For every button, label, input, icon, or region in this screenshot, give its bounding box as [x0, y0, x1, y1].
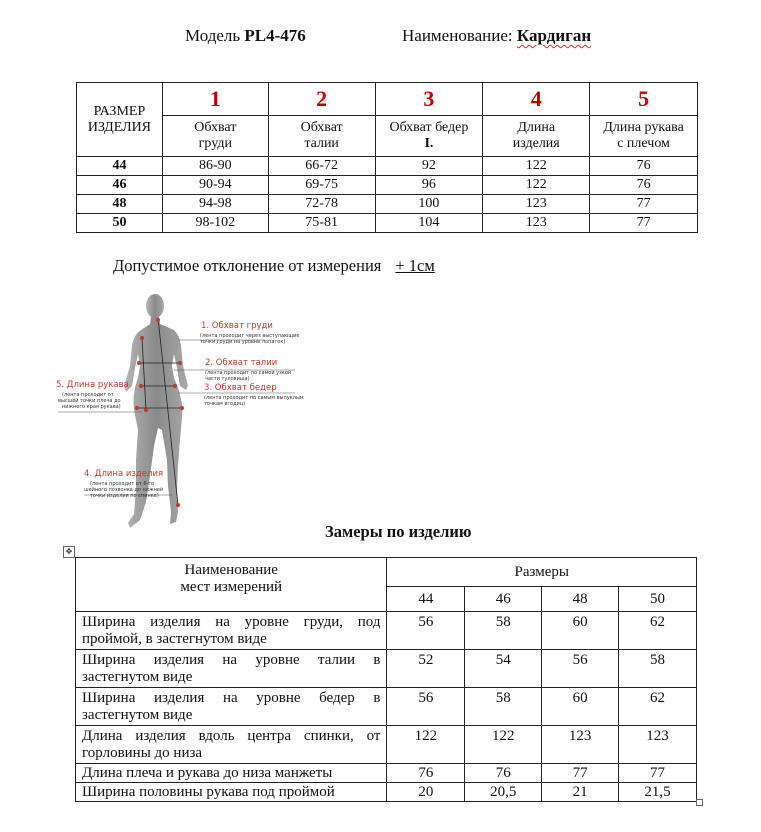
table-row: 44 86-90 66-72 92 122 76: [77, 157, 698, 176]
measurements-title: Замеры по изделию: [325, 522, 472, 541]
svg-text:высшей точки плеча до: высшей точки плеча до: [58, 398, 121, 404]
table-row: Ширина изделия на уровне груди, под проймой, в застегнутом виде 56 58 60 62: [76, 612, 697, 650]
col-label: Обхват бедер I.: [375, 116, 483, 157]
table-row: Ширина изделия на уровне бедер в застегнутом виде 56 58 60 62: [76, 688, 697, 726]
svg-text:шейного позвонка до нижней: шейного позвонка до нижней: [84, 487, 164, 493]
name-line: [402, 26, 591, 46]
model-label: Модель: [185, 26, 245, 45]
svg-text:(лента проходит от 6-го: (лента проходит от 6-го: [90, 481, 155, 487]
label-5-title: 5. Длина рукава: [56, 380, 129, 390]
size-table: [76, 82, 698, 233]
tolerance-text: Допустимое отклонение от измерения: [113, 256, 382, 275]
name-value: Кардиган: [516, 26, 592, 45]
table-row: Ширина половины рукава под проймой 20 20,5 21 21,5: [76, 783, 697, 802]
tolerance-line: [113, 256, 435, 276]
model-line: [185, 26, 306, 46]
svg-text:точки изделия по спинке): точки изделия по спинке): [90, 493, 159, 499]
table-row: Длина изделия вдоль центра спинки, от горловины до низа 122 122 123 123: [76, 726, 697, 764]
col-num: 4: [483, 83, 590, 116]
name-label: Наименование:: [402, 26, 517, 45]
label-3-title: 3. Обхват бедер: [204, 383, 277, 393]
svg-text:точки груди на уровне лопаток): точки груди на уровне лопаток): [200, 339, 286, 345]
col-label: Обхват талии: [268, 116, 375, 157]
svg-text:(лента проходит по самой узкой: (лента проходит по самой узкой: [205, 370, 292, 376]
svg-text:точкам ягодиц): точкам ягодиц): [204, 401, 246, 407]
col-num: 5: [590, 83, 698, 116]
measurements-table: [75, 557, 697, 802]
model-value: PL4-476: [244, 26, 306, 45]
label-2-title: 2. Обхват талии: [205, 358, 278, 368]
svg-text:части туловища): части туловища): [205, 376, 250, 382]
col-num: 3: [375, 83, 483, 116]
svg-text:(лента проходит по самым выпук: (лента проходит по самым выпуклым: [204, 395, 304, 401]
col-label: Обхват груди: [162, 116, 268, 157]
table-row: 48 94-98 72-78 100 123 77: [77, 195, 698, 214]
label-1-title: 1. Обхват груди: [201, 321, 273, 331]
sizes-header: Размеры: [387, 558, 697, 587]
tolerance-value: + 1см: [395, 256, 435, 275]
size-col: 46: [465, 587, 542, 612]
table-move-handle-icon[interactable]: ✥: [63, 546, 75, 558]
table-row: Длина плеча и рукава до низа манжеты 76 76 77 77: [76, 764, 697, 783]
table-resize-handle[interactable]: [696, 799, 703, 806]
col-label: Длина рукава с плечом: [590, 116, 698, 157]
size-col: 50: [619, 587, 697, 612]
size-row-header: РАЗМЕР ИЗДЕЛИЯ: [77, 83, 163, 157]
svg-text:(лента проходит через выступаю: (лента проходит через выступающие: [200, 333, 300, 339]
label-4-title: 4. Длина изделия: [84, 469, 164, 479]
svg-text:(лента проходит от: (лента проходит от: [62, 392, 114, 398]
table-row: 46 90-94 69-75 96 122 76: [77, 176, 698, 195]
svg-text:нижнего края рукава): нижнего края рукава): [62, 404, 121, 410]
size-col: 48: [542, 587, 619, 612]
size-col: 44: [387, 587, 465, 612]
table-row: Ширина изделия на уровне талии в застегнутом виде 52 54 56 58: [76, 650, 697, 688]
col-num: 2: [268, 83, 375, 116]
name-header: Наименование мест измерений: [76, 558, 387, 612]
col-num: 1: [162, 83, 268, 116]
col-label: Длина изделия: [483, 116, 590, 157]
table-row: 50 98-102 75-81 104 123 77: [77, 214, 698, 233]
measurement-figure: [50, 290, 310, 535]
